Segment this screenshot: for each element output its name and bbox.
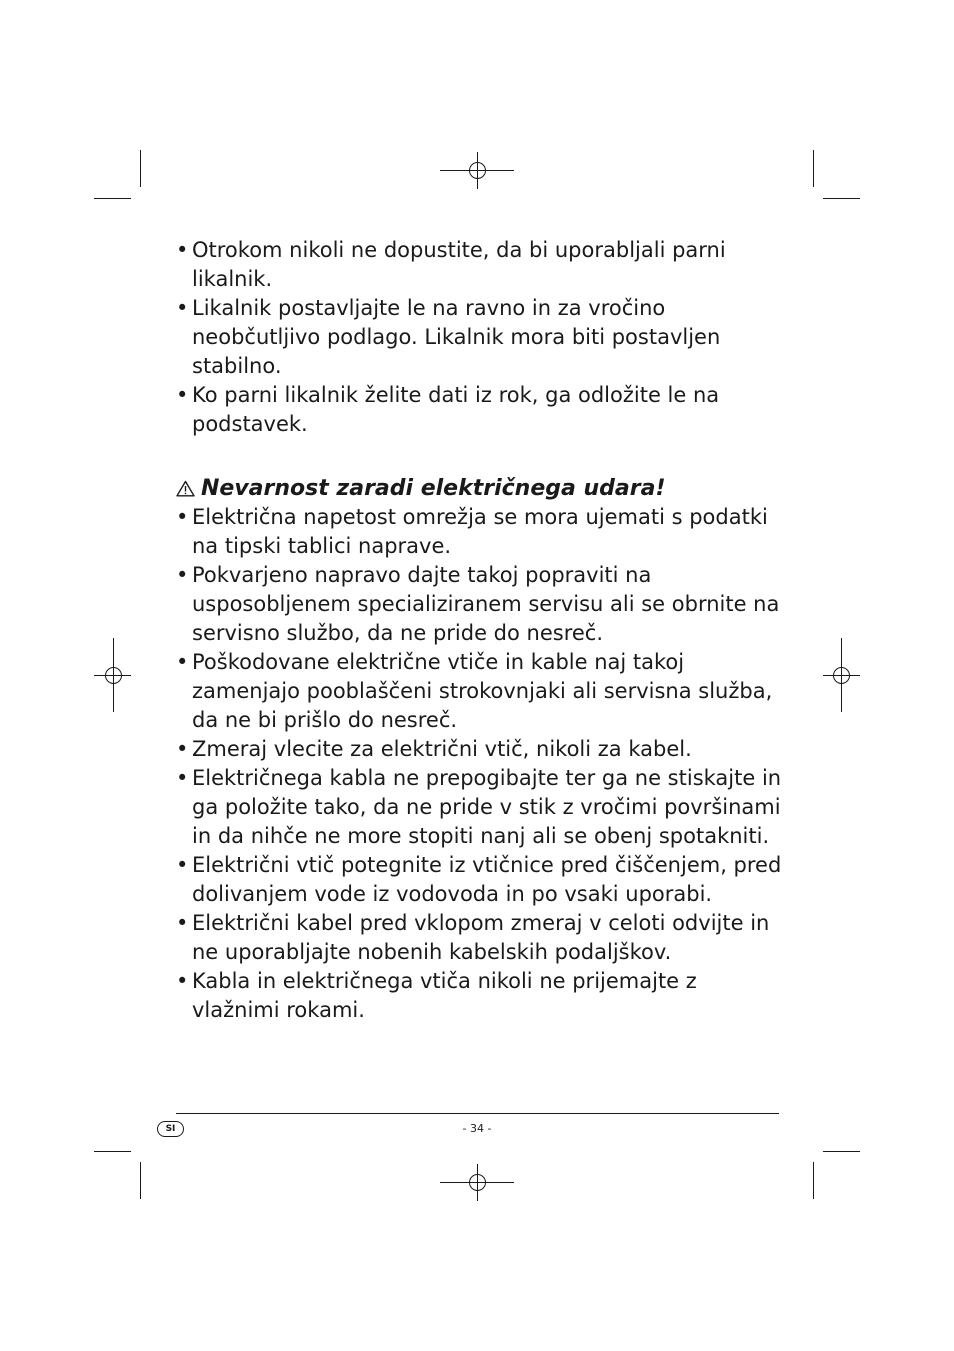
warning-triangle-icon — [176, 480, 195, 497]
list-item: • Zmeraj vlecite za električni vtič, nikoli za kabel. — [176, 737, 692, 761]
warning-list — [176, 503, 786, 1025]
list-item: • Poškodovane električne vtiče in kable naj takoj zamenjajo pooblaščeni strokovnjaki ali servisna služba, da ne bi prišlo do nesreč. — [176, 650, 773, 732]
list-item: • Pokvarjeno napravo dajte takoj popraviti na usposobljenem specializiranem servisu ali se obrnite na servisno službo, da ne pride do nesreč. — [176, 563, 780, 645]
list-item: • Električni kabel pred vklopom zmeraj v celoti odvijte in ne uporabljajte nobenih kabelskih podaljškov. — [176, 911, 770, 964]
warning-title: Nevarnost zaradi električnega udara! — [201, 476, 666, 501]
list-item: • Električna napetost omrežja se mora ujemati s podatki na tipski tablici naprave. — [176, 505, 768, 558]
list-item: • Likalnik postavljajte le na ravno in za vročino neobčutljivo podlago. Likalnik mora biti postavljen stabilno. — [176, 296, 721, 378]
list-item: • Električni vtič potegnite iz vtičnice pred čiščenjem, pred dolivanjem vode iz vodovoda in po vsaki uporabi. — [176, 853, 782, 906]
warning-heading — [176, 474, 786, 503]
page-content — [176, 236, 786, 1025]
intro-list — [176, 236, 786, 439]
list-item: • Otrokom nikoli ne dopustite, da bi uporabljali parni likalnik. — [176, 238, 726, 291]
list-item: • Ko parni likalnik želite dati iz rok, ga odložite le na podstavek. — [176, 383, 720, 436]
footer-rule — [176, 1113, 779, 1114]
list-item: • Kabla in električnega vtiča nikoli ne prijemajte z vlažnimi rokami. — [176, 969, 697, 1022]
list-item: • Električnega kabla ne prepogibajte ter ga ne stiskajte in ga položite tako, da ne pride v stik z vročimi površinami in da nihče ne more stopiti nanj ali se obenj spotakniti. — [176, 766, 782, 848]
page-number: - 34 - — [462, 1122, 492, 1135]
language-badge: SI — [157, 1121, 184, 1137]
